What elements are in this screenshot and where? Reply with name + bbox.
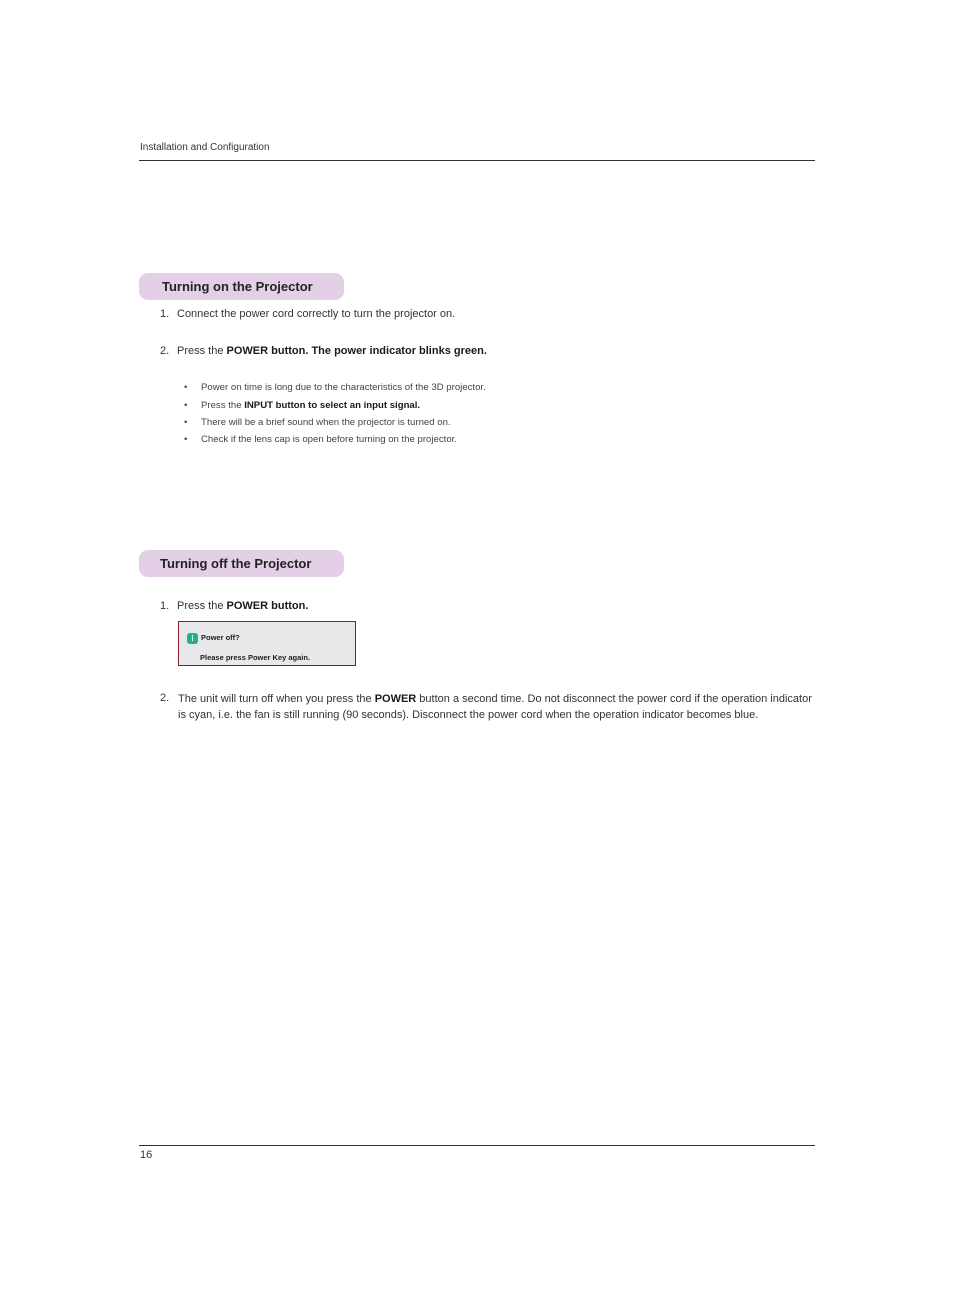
- turn-on-notes-list: [184, 382, 784, 452]
- step-text: [177, 345, 487, 357]
- section-heading-text: Turning on the Projector: [162, 279, 313, 294]
- step-text-bold: POWER button. The power indicator blinks green.: [226, 345, 487, 357]
- turn-on-step-2: [160, 345, 760, 361]
- step-text-plain: Press the: [177, 345, 227, 357]
- step-text-plain: The unit will turn off when you press the: [178, 693, 375, 705]
- running-header: Installation and Configuration: [140, 142, 270, 153]
- step-text-plain: Press the: [177, 600, 227, 612]
- osd-message: Please press Power Key again.: [200, 653, 311, 662]
- step-number: 1.: [160, 308, 170, 320]
- step-text: [177, 600, 308, 612]
- power-off-osd-dialog: [178, 621, 356, 666]
- info-icon: i: [187, 633, 198, 644]
- turn-on-step-1: [160, 308, 760, 324]
- note-text: Check if the lens cap is open before turning on the projector.: [201, 434, 457, 445]
- bullet-icon: •: [184, 417, 188, 428]
- note-text: There will be a brief sound when the projector is turned on.: [201, 417, 451, 428]
- osd-title: Power off?: [201, 633, 240, 642]
- section-heading-turn-off: [139, 550, 344, 577]
- step-number: 1.: [160, 600, 170, 612]
- step-number: 2.: [160, 345, 170, 357]
- note-text-bold: INPUT button to select an input signal.: [244, 400, 421, 411]
- note-text: [201, 400, 420, 411]
- bullet-icon: •: [184, 434, 188, 445]
- bullet-icon: •: [184, 382, 188, 393]
- step-text-bold: POWER: [374, 693, 417, 705]
- step-text-bold: POWER button.: [226, 600, 309, 612]
- bullet-icon: •: [184, 400, 188, 411]
- turn-off-step-2: [178, 692, 814, 723]
- footer-divider: [139, 1145, 815, 1146]
- section-heading-text: Turning off the Projector: [160, 556, 312, 571]
- step-text-plain: button a second time. Do not disconnect the power cord if the operation indicator is cyan, i.e. the fan is still running (90 seconds). Disconnect the power cord when the operation indicator becomes blue.: [178, 693, 812, 721]
- header-divider: [139, 160, 815, 161]
- step-text: Connect the power cord correctly to turn the projector on.: [177, 308, 456, 320]
- note-text: Power on time is long due to the characteristics of the 3D projector.: [201, 382, 486, 393]
- step-number: 2.: [160, 692, 170, 704]
- note-text-plain: Press the: [201, 400, 245, 411]
- turn-off-step-1: [160, 600, 760, 616]
- section-heading-turn-on: [139, 273, 344, 300]
- page-number: 16: [140, 1149, 153, 1161]
